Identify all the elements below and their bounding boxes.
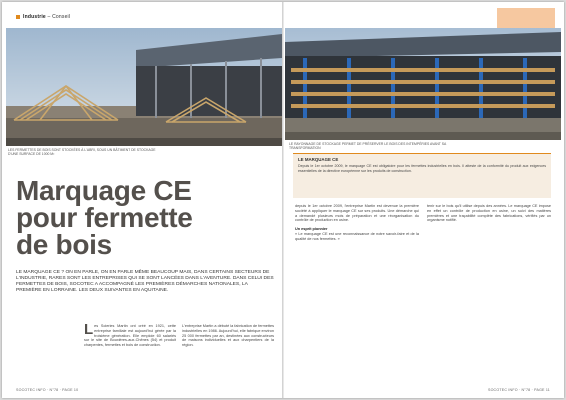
right-col1-text: depuis le 1er octobre 2009, l'entreprise Martin est devenue la première société à appliquer le marquage CE sur ses produits. Une démarche qui a demandé plusieurs mois de préparation et une réorganisation du contrôle de production en usine. <box>295 204 419 223</box>
headline-line-2: pour fermette <box>16 202 193 233</box>
left-photo-caption: LES FERMETTES DE BOIS SONT STOCKÉES À L'ABRI, SOUS UN BÂTIMENT DE STOCKAGE D'UNE SURFACE DE 1000 M² <box>8 148 156 157</box>
section-label: Industrie <box>23 14 46 20</box>
magazine-spread <box>2 2 564 398</box>
sidebar-title: LE MARQUAGE CE <box>298 157 339 162</box>
right-col1-subhead: Un esprit pionnier <box>295 227 328 232</box>
section-tag <box>16 14 70 20</box>
lead-paragraph: LE MARQUAGE CE ? ON EN PARLE, ON EN PARLE MÊME BEAUCOUP MAIS, DANS CERTAINS SECTEURS DE L'INDUSTRIE, RARES SONT LES ENTREPRISES QUI SE SONT LANCÉES DANS L'AVENTURE. DANS CELUI DES FERMETTES DE BOIS, SOCOTEC A ACCOMPAGNÉ LES PREMIÈRES DÉMARCHES NATIONALES, LA PREMIÈRE EN LORRAINE. LES DEUX SUIVANTES EN AQUITAINE. <box>16 270 274 294</box>
warehouse-racks-photo <box>285 28 561 140</box>
sidebar-text: Depuis le 1er octobre 2009, le marquage CE est obligatoire pour les fermettes industrielles en bois. Il atteste de la conformité du produit aux exigences essentielles de la directive européenne sur les produits de construction. <box>298 164 546 173</box>
truss-stack-photo <box>6 28 282 146</box>
drop-cap: L <box>84 321 94 338</box>
left-col1-text: es Scieries Martin ont créé en 1921, cette entreprise familiale est aujourd'hui gérée par la troisième génération. Elle emploie 60 salariés sur le site de Bouxières-aux-Chênes (54) et produit charpentes, fermettes et bois de construction. <box>84 324 176 348</box>
left-body-column-2 <box>182 324 274 348</box>
section-sub: Conseil <box>52 14 71 20</box>
right-page-footer: SOCOTEC INFO · N°78 · PAGE 11 <box>487 388 550 392</box>
decorative-color-block <box>497 8 555 30</box>
right-body-column-1 <box>295 204 419 242</box>
section-separator: – <box>47 14 51 20</box>
left-page <box>2 2 283 398</box>
left-body-column-1 <box>84 321 176 348</box>
right-photo-caption: LE RAYONNAGE DE STOCKAGE PERMET DE PRÉSERVER LE BOIS DES INTEMPÉRIES AVANT SA TRANSFORMATION <box>289 142 447 151</box>
headline-line-1: Marquage CE <box>16 175 192 206</box>
right-col2-text: tenir sur le bois qu'il utilise depuis des années. Le marquage CE impose en effet un contrôle de production en usine, un suivi des matières premières et une traçabilité complète des fabrications, vérifiés par un organisme notifié. <box>427 204 551 223</box>
ce-marking-sidebar <box>293 153 551 198</box>
left-page-footer: SOCOTEC INFO · N°78 · PAGE 10 <box>16 388 79 392</box>
headline-line-3: de bois <box>16 229 112 260</box>
right-page <box>283 2 564 398</box>
right-col1-text-2: « Le marquage CE est une reconnaissance de notre savoir-faire et de la qualité de nos fermettes. » <box>295 231 419 241</box>
headline <box>16 177 206 258</box>
section-bullet-icon <box>16 15 20 19</box>
right-body-column-2 <box>427 204 551 223</box>
left-col2-text: L'entreprise Martin a débuté la fabrication de fermettes industrielles en 1986. Aujourd'hui, elle fabrique environ 25 000 fermettes par an, destinées aux constructeurs de maisons individuelles et aux charpentiers de la région. <box>182 324 274 348</box>
